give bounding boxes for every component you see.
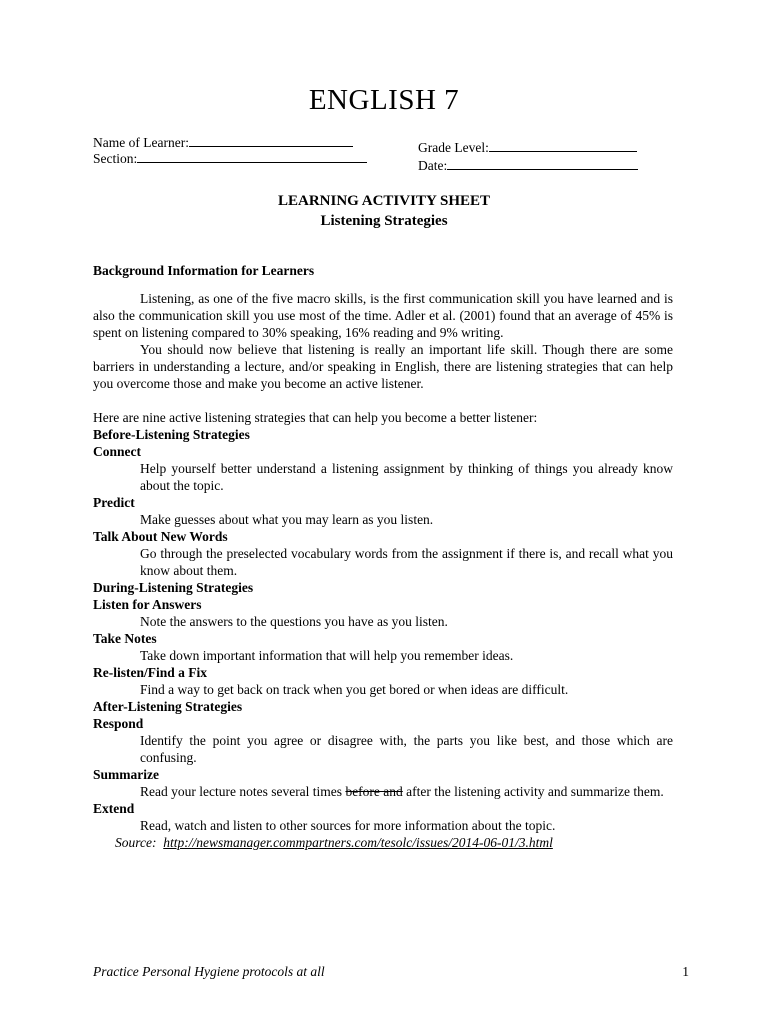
during-listening-heading: During-Listening Strategies [93,580,254,595]
name-label: Name of Learner: [93,135,189,150]
grade-label: Grade Level: [418,140,489,155]
before-listening-heading: Before-Listening Strategies [93,427,250,442]
page-number: 1 [682,964,689,979]
summarize-text-b: after the listening activity and summarize them. [406,784,664,799]
source-line [93,834,673,852]
section-label: Section: [93,151,138,166]
sheet-title: LEARNING ACTIVITY SHEET [278,193,490,209]
listen-for-answers-title: Listen for Answers [93,597,202,612]
extend-description: Read, watch and listen to other sources for more information about the topic. [140,818,556,833]
date-label: Date: [418,158,448,173]
predict-description: Make guesses about what you may learn as you listen. [140,512,434,527]
summarize-description [93,783,673,800]
new-words-title: Talk About New Words [93,529,228,544]
main-content [93,262,673,852]
relisten-title: Re-listen/Find a Fix [93,665,207,680]
background-paragraph-2: You should now believe that listening is really an important life skill. Though there are some barriers in understanding a lecture, and/or speaking in English, there are listening strategies that can help you overcome those and make you become an active listener. [93,342,673,391]
background-paragraph-1: Listening, as one of the five macro skills, is the first communication skill you have learned and is also the communication skill you use most of the time. Adler et al. (2001) found that an average of 45% is spent on listening compared to 30% speaking, 16% reading and 9% writing. [93,291,673,340]
page-title: ENGLISH 7 [308,84,460,116]
background-heading: Background Information for Learners [93,263,315,278]
summarize-title: Summarize [93,767,159,782]
predict-title: Predict [93,495,135,510]
name-blank [189,134,353,147]
connect-title: Connect [93,444,141,459]
grade-field [418,139,637,156]
name-field [93,134,353,151]
listen-for-answers-description: Note the answers to the questions you have as you listen. [140,614,448,629]
strategies-intro: Here are nine active listening strategies that can help you become a better listener: [93,410,538,425]
take-notes-description: Take down important information that will help you remember ideas. [140,648,514,663]
section-blank [137,150,367,163]
relisten-description: Find a way to get back on track when you get bored or when ideas are difficult. [140,682,569,697]
source-link[interactable]: http://newsmanager.commpartners.com/tesolc/issues/2014-06-01/3.html [163,835,553,850]
source-label: Source: [115,835,157,850]
connect-description: Help yourself better understand a listening assignment by thinking of things you already know about the topic. [140,461,673,493]
take-notes-title: Take Notes [93,631,157,646]
extend-title: Extend [93,801,135,816]
footer-text: Practice Personal Hygiene protocols at all [93,964,325,979]
grade-blank [489,139,637,152]
respond-title: Respond [93,716,144,731]
date-field [418,157,638,174]
sheet-subtitle: Listening Strategies [320,213,448,229]
after-listening-heading: After-Listening Strategies [93,699,243,714]
respond-description: Identify the point you agree or disagree with, the parts you like best, and those which are confusing. [140,733,673,765]
section-field [93,150,367,167]
summarize-text-a: Read your lecture notes several times [140,784,343,799]
summarize-strikethrough: before and [345,784,403,799]
new-words-description: Go through the preselected vocabulary words from the assignment if there is, and recall what you know about them. [140,546,673,578]
date-blank [447,157,638,170]
